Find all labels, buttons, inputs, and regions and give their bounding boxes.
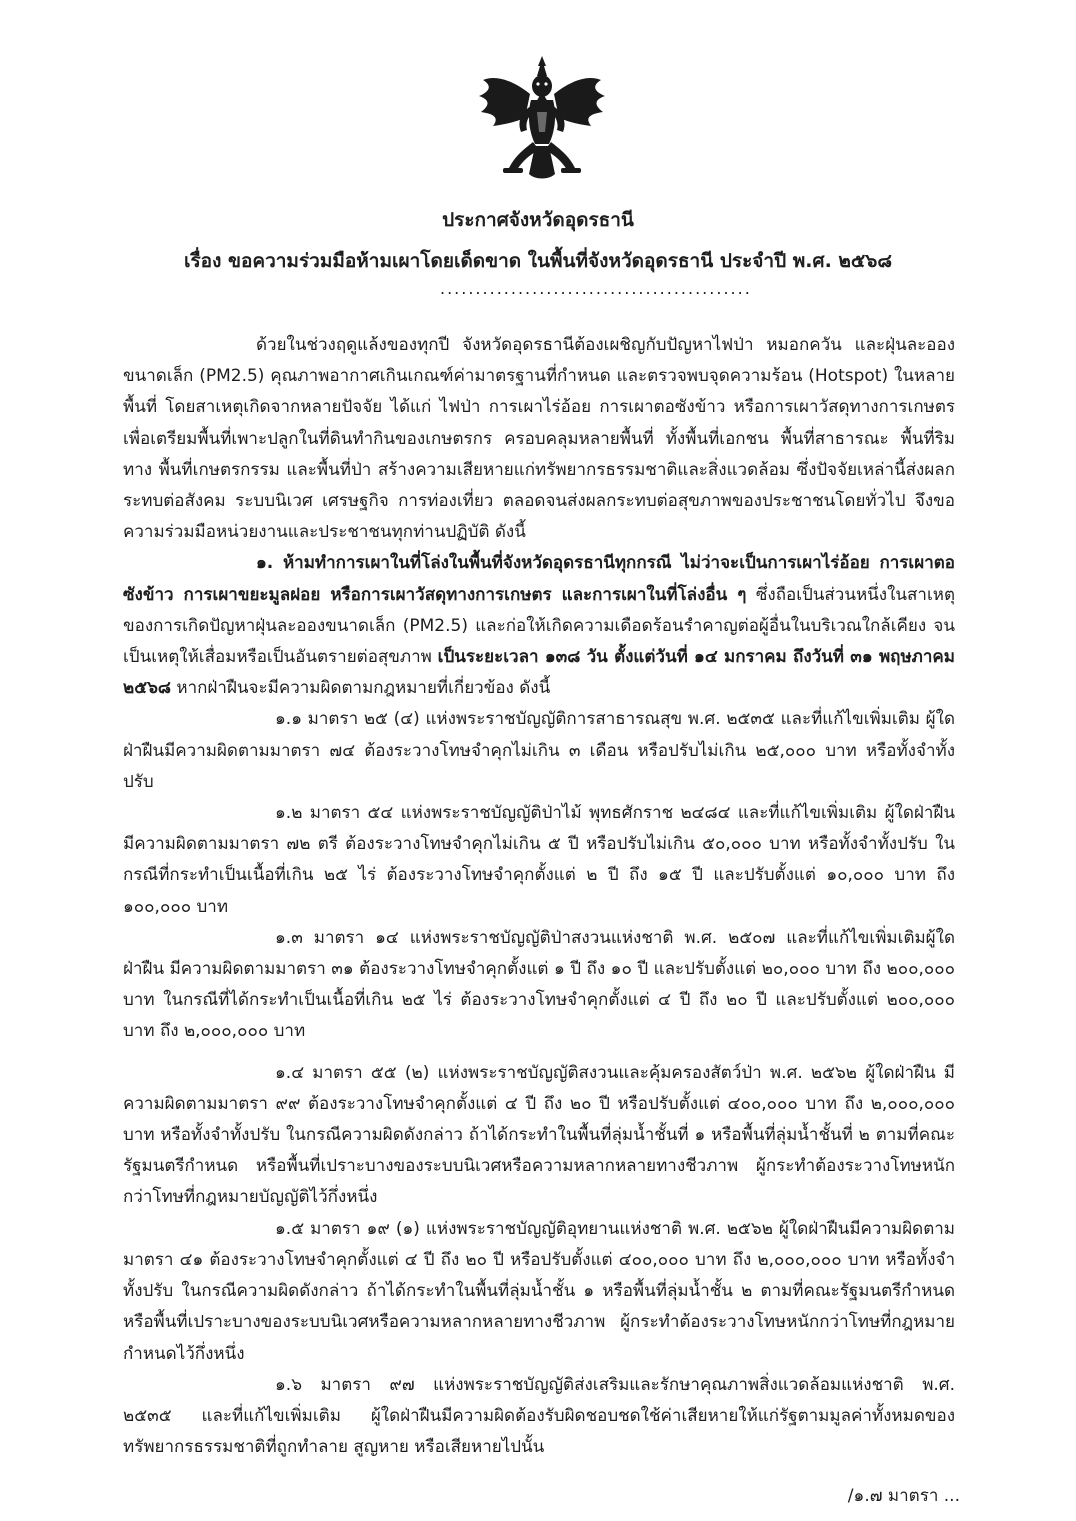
sub-item-1-5: ๑.๕ มาตรา ๑๙ (๑) แห่งพระราชบัญญัติอุทยานแห่งชาติ พ.ศ. ๒๕๖๒ ผู้ใดฝ่าฝืนมีความผิดตามมาตรา ๔๑ ต้องระวางโทษจำคุกตั้งแต่ ๔ ปี ถึง ๒๐ ปี หรือปรับตั้งแต่ ๔๐๐,๐๐๐ บาท ถึง ๒,๐๐๐,๐๐๐ บาท หรือทั้งจำทั้งปรับ ในกรณีความผิดดังกล่าว ถ้าได้กระทำในพื้นที่ลุ่มน้ำชั้น ๑ หรือพื้นที่ลุ่มน้ำชั้น ๒ ตามที่คณะรัฐมนตรีกำหนด หรือพื้นที่เปราะบางของระบบนิเวศหรือความหลากหลายทางชีวภาพ ผู้กระทำต้องระวางโทษหนักกว่าโทษที่กฎหมายกำหนดไว้กึ่งหนึ่ง — [123, 1218, 955, 1364]
sub-item-1-4: ๑.๔ มาตรา ๕๕ (๒) แห่งพระราชบัญญัติสงวนและคุ้มครองสัตว์ป่า พ.ศ. ๒๕๖๒ ผู้ใดฝ่าฝืน มีความผิดตามมาตรา ๙๙ ต้องระวางโทษจำคุกตั้งแต่ ๔ ปี ถึง ๒๐ ปี หรือปรับตั้งแต่ ๔๐๐,๐๐๐ บาท ถึง ๒,๐๐๐,๐๐๐ บาท หรือทั้งจำทั้งปรับ ในกรณีความผิดดังกล่าว ถ้าได้กระทำในพื้นที่ลุ่มน้ำชั้นที่ ๑ หรือพื้นที่ลุ่มน้ำชั้นที่ ๒ ตามที่คณะรัฐมนตรีกำหนด หรือพื้นที่เปราะบางของระบบนิเวศหรือความหลากหลายทางชีวภาพ ผู้กระทำต้องระวางโทษหนักกว่าโทษที่กฎหมายบัญญัติไว้กึ่งหนึ่ง — [123, 1062, 955, 1208]
item-1-bold-lead: ๑. ห้ามทำการเผาในที่โล่งในพื้นที่จังหวัดอุดรธานีทุกกรณี ไม่ว่าจะเป็นการเผาไร่อ้อย การเผาตอซังข้าว การเผาขยะมูลฝอย หรือการเผาวัสดุทางการเกษตร และการเผาในที่โล่งอื่น ๆ — [123, 553, 955, 605]
item-1-period: เป็นระยะเวลา ๑๓๘ วัน ตั้งแต่วันที่ ๑๔ มกราคม ถึงวันที่ ๓๑ พฤษภาคม ๒๕๖๘ — [123, 647, 955, 699]
sub-item-1-2: ๑.๒ มาตรา ๕๔ แห่งพระราชบัญญัติป่าไม้ พุทธศักราช ๒๔๘๔ และที่แก้ไขเพิ่มเติม ผู้ใดฝ่าฝืน มีความผิดตามมาตรา ๗๒ ตรี ต้องระวางโทษจำคุกไม่เกิน ๕ ปี หรือปรับไม่เกิน ๕๐,๐๐๐ บาท หรือทั้งจำทั้งปรับ ในกรณีที่กระทำเป็นเนื้อที่เกิน ๒๕ ไร่ ต้องระวางโทษจำคุกตั้งแต่ ๒ ปี ถึง ๑๕ ปี และปรับตั้งแต่ ๑๐,๐๐๐ บาท ถึง ๑๐๐,๐๐๐ บาท — [123, 803, 955, 917]
item-1-text: ซึ่งถือเป็นส่วนหนึ่งในสาเหตุของการเกิดปัญหาฝุ่นละอองขนาดเล็ก (PM2.5) และก่อให้เกิดความเดือดร้อนรำคาญต่อผู้อื่นในบริเวณใกล้เคียง จนเป็นเหตุให้เสื่อมหรือเป็นอันตรายต่อสุขภาพ — [123, 584, 956, 668]
separator-line: ............................................ — [440, 279, 752, 298]
sub-item-1-6: ๑.๖ มาตรา ๙๗ แห่งพระราชบัญญัติส่งเสริมและรักษาคุณภาพสิ่งแวดล้อมแห่งชาติ พ.ศ. ๒๕๓๕ และที่แก้ไขเพิ่มเติม ผู้ใดฝ่าฝืนมีความผิดต้องรับผิดชอบชดใช้ค่าเสียหายให้แก่รัฐตามมูลค่าทั้งหมดของทรัพยากรธรรมชาติที่ถูกทำลาย สูญหาย หรือเสียหายไปนั้น — [123, 1374, 955, 1458]
document-body — [123, 330, 955, 1463]
intro-paragraph: ด้วยในช่วงฤดูแล้งของทุกปี จังหวัดอุดรธานีต้องเผชิญกับปัญหาไฟป่า หมอกควัน และฝุ่นละอองขนาดเล็ก (PM2.5) คุณภาพอากาศเกินเกณฑ์ค่ามาตรฐานที่กำหนด และตรวจพบจุดความร้อน (Hotspot) ในหลายพื้นที่ โดยสาเหตุเกิดจากหลายปัจจัย ได้แก่ ไฟป่า การเผาไร่อ้อย การเผาตอซังข้าว หรือการเผาวัสดุทางการเกษตรเพื่อเตรียมพื้นที่เพาะปลูกในที่ดินทำกินของเกษตรกร ครอบคลุมหลายพื้นที่ ทั้งพื้นที่เอกชน พื้นที่สาธารณะ พื้นที่ริมทาง พื้นที่เกษตรกรรม และพื้นที่ป่า สร้างความเสียหายแก่ทรัพยากรธรรมชาติและสิ่งแวดล้อม ซึ่งปัจจัยเหล่านี้ส่งผลกระทบต่อสังคม ระบบนิเวศ เศรษฐกิจ การท่องเที่ยว ตลอดจนส่งผลกระทบต่อสุขภาพของประชาชนโดยทั่วไป จึงขอความร่วมมือหน่วยงานและประชาชนทุกท่านปฏิบัติ ดังนี้ — [123, 335, 955, 543]
document-subject: เรื่อง ขอความร่วมมือห้ามเผาโดยเด็ดขาด ในพื้นที่จังหวัดอุดรธานี ประจำปี พ.ศ. ๒๕๖๘ — [183, 250, 893, 272]
item-1-paragraph — [123, 548, 955, 704]
item-1-tail: หากฝ่าฝืนจะมีความผิดตามกฎหมายที่เกี่ยวข้อง ดังนี้ — [170, 678, 551, 699]
sub-item-1-1: ๑.๑ มาตรา ๒๕ (๔) แห่งพระราชบัญญัติการสาธารณสุข พ.ศ. ๒๕๓๕ และที่แก้ไขเพิ่มเติม ผู้ใดฝ่าฝืนมีความผิดตามมาตรา ๗๔ ต้องระวางโทษจำคุกไม่เกิน ๓ เดือน หรือปรับไม่เกิน ๒๕,๐๐๐ บาท หรือทั้งจำทั้งปรับ — [123, 709, 955, 792]
document-title: ประกาศจังหวัดอุดรธานี — [442, 209, 634, 231]
sub-item-1-3: ๑.๓ มาตรา ๑๔ แห่งพระราชบัญญัติป่าสงวนแห่งชาติ พ.ศ. ๒๕๐๗ และที่แก้ไขเพิ่มเติมผู้ใดฝ่าฝืน มีความผิดตามมาตรา ๓๑ ต้องระวางโทษจำคุกตั้งแต่ ๑ ปี ถึง ๑๐ ปี และปรับตั้งแต่ ๒๐,๐๐๐ บาท ถึง ๒๐๐,๐๐๐ บาท ในกรณีที่ได้กระทำเป็นเนื้อที่เกิน ๒๕ ไร่ ต้องระวางโทษจำคุกตั้งแต่ ๔ ปี ถึง ๒๐ ปี และปรับตั้งแต่ ๒๐๐,๐๐๐ บาท ถึง ๒,๐๐๐,๐๐๐ บาท — [123, 927, 955, 1042]
garuda-emblem-icon — [475, 52, 609, 186]
continued-marker: /๑.๗ มาตรา ... — [847, 1486, 960, 1506]
